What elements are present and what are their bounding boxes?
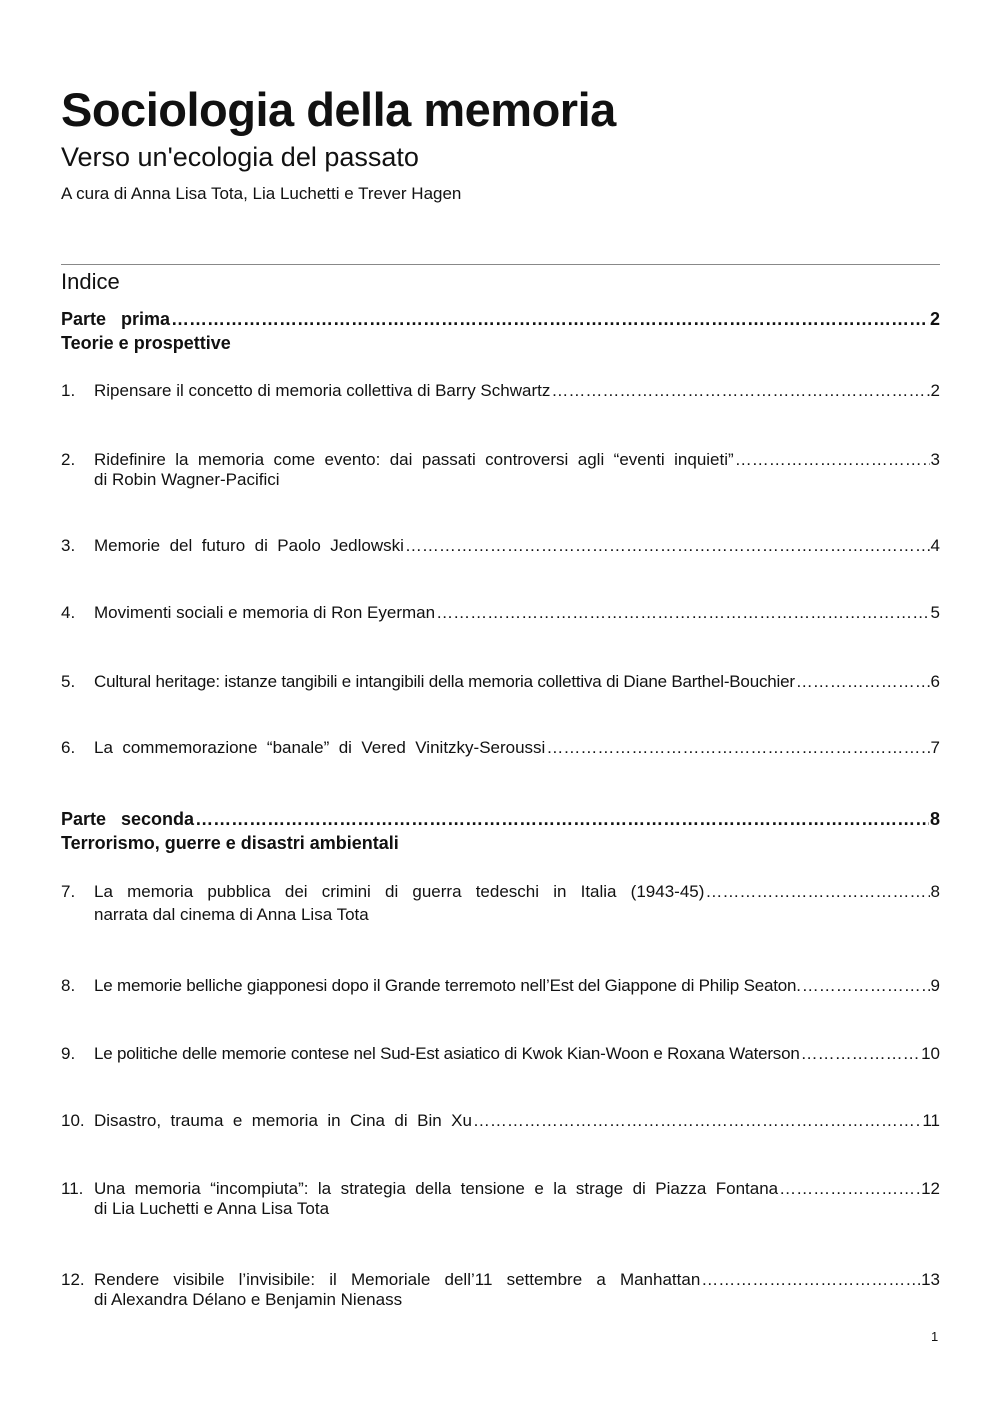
toc-entry-page: 9 — [930, 976, 940, 995]
toc-entry-title: La commemorazione “banale” di Vered Vinitzky-Seroussi — [94, 738, 546, 757]
toc-part-page: 8 — [929, 809, 940, 829]
toc-entry-title: Una memoria “incompiuta”: la strategia della tensione e la strage di Piazza Fontana — [94, 1179, 779, 1198]
toc-entry-10[interactable] — [61, 1111, 940, 1131]
toc-entry-number: 8. — [61, 976, 76, 995]
toc-entry-title: Le politiche delle memorie contese nel Sud-Est asiatico di Kwok Kian-Woon e Roxana Waterson — [94, 1044, 800, 1063]
toc-leader-dots — [473, 1111, 921, 1131]
toc-entry-12[interactable] — [61, 1270, 940, 1310]
toc-entry-number: 4. — [61, 603, 76, 622]
toc-entry-number: 11. — [61, 1179, 84, 1198]
toc-entry-page: 3 — [930, 450, 940, 469]
toc-leader-dots — [701, 1270, 920, 1290]
toc-entry-title: Disastro, trauma e memoria in Cina di Bin Xu — [94, 1111, 472, 1130]
toc-part-label: Parte prima — [61, 309, 171, 329]
toc-entry-page: 10 — [921, 1044, 940, 1063]
toc-entry-number: 2. — [61, 450, 76, 469]
toc-entry-title: Le memorie belliche giapponesi dopo il Grande terremoto nell’Est del Giappone di Philip Seaton. — [94, 976, 801, 995]
toc-part-2[interactable] — [61, 809, 940, 853]
toc-leader-dots — [796, 672, 930, 692]
toc-entry-title: Rendere visibile l’invisibile: il Memoriale dell’11 settembre a Manhattan — [94, 1270, 701, 1289]
toc-entry-5[interactable] — [61, 672, 940, 692]
toc-entry-page: 12 — [921, 1179, 940, 1198]
toc-entry-page: 13 — [921, 1270, 940, 1289]
toc-leader-dots — [779, 1179, 920, 1199]
toc-entry-page: 6 — [930, 672, 940, 691]
toc-entry-title: Ripensare il concetto di memoria collettiva di Barry Schwartz — [94, 381, 551, 400]
toc-entry-title: Ridefinire la memoria come evento: dai passati controversi agli “eventi inquieti” — [94, 450, 734, 469]
toc-leader-dots — [195, 809, 929, 829]
toc-entry-number: 3. — [61, 536, 76, 555]
divider — [61, 264, 940, 265]
toc-entry-title: Movimenti sociali e memoria di Ron Eyerman — [94, 603, 436, 622]
toc-entry-number: 5. — [61, 672, 76, 691]
toc-entry-number: 7. — [61, 882, 76, 901]
toc-entry-page: 7 — [930, 738, 940, 757]
toc-entry-2[interactable] — [61, 450, 940, 490]
toc-heading: Indice — [61, 269, 120, 294]
toc-entry-page: 4 — [930, 536, 940, 555]
toc-part-1[interactable] — [61, 309, 940, 353]
toc-leader-dots — [546, 738, 929, 758]
toc-entry-11[interactable] — [61, 1179, 940, 1219]
toc-leader-dots — [551, 381, 929, 401]
toc-entry-4[interactable] — [61, 603, 940, 623]
toc-leader-dots — [436, 603, 929, 623]
toc-entry-9[interactable] — [61, 1044, 940, 1064]
toc-entry-title: Cultural heritage: istanze tangibili e intangibili della memoria collettiva di Diane Barthel-Bouchier — [94, 672, 795, 691]
toc-entry-page: 5 — [930, 603, 940, 622]
toc-entry-author: di Robin Wagner-Pacifici — [94, 470, 280, 489]
book-editors: A cura di Anna Lisa Tota, Lia Luchetti e Trever Hagen — [61, 184, 462, 203]
toc-entry-7[interactable] — [61, 882, 940, 925]
book-title: Sociologia della memoria — [61, 83, 616, 136]
book-subtitle: Verso un'ecologia del passato — [61, 142, 419, 172]
toc-leader-dots — [801, 1044, 920, 1064]
toc-entry-author: narrata dal cinema di Anna Lisa Tota — [94, 905, 369, 924]
toc-entry-page: 8 — [930, 882, 940, 901]
page-number: 1 — [931, 1329, 939, 1344]
toc-leader-dots — [735, 450, 930, 470]
toc-entry-author: di Lia Luchetti e Anna Lisa Tota — [94, 1199, 330, 1218]
toc-entry-6[interactable] — [61, 738, 940, 758]
toc-entry-1[interactable] — [61, 381, 940, 401]
toc-entry-number: 6. — [61, 738, 76, 757]
toc-entry-author: di Alexandra Délano e Benjamin Nienass — [94, 1290, 403, 1309]
toc-entry-number: 10. — [61, 1111, 85, 1130]
toc-entry-3[interactable] — [61, 536, 940, 556]
toc-part-label: Parte seconda — [61, 809, 195, 829]
toc-entry-number: 12. — [61, 1270, 85, 1289]
toc-leader-dots — [802, 976, 930, 996]
toc-part-subtitle: Terrorismo, guerre e disastri ambientali — [61, 833, 399, 853]
toc-entry-title: La memoria pubblica dei crimini di guerra tedeschi in Italia (1943-45) — [94, 882, 705, 901]
toc-part-page: 2 — [929, 309, 940, 329]
toc-entry-page: 2 — [930, 381, 940, 400]
toc-leader-dots — [171, 309, 929, 329]
toc-entry-number: 1. — [61, 381, 76, 400]
toc-entry-number: 9. — [61, 1044, 76, 1063]
toc-entry-title: Memorie del futuro di Paolo Jedlowski — [94, 536, 404, 555]
toc-leader-dots — [405, 536, 930, 556]
toc-entry-8[interactable] — [61, 976, 940, 996]
toc-part-subtitle: Teorie e prospettive — [61, 333, 231, 353]
toc-entry-page: 11 — [922, 1111, 940, 1130]
toc-leader-dots — [705, 882, 929, 902]
